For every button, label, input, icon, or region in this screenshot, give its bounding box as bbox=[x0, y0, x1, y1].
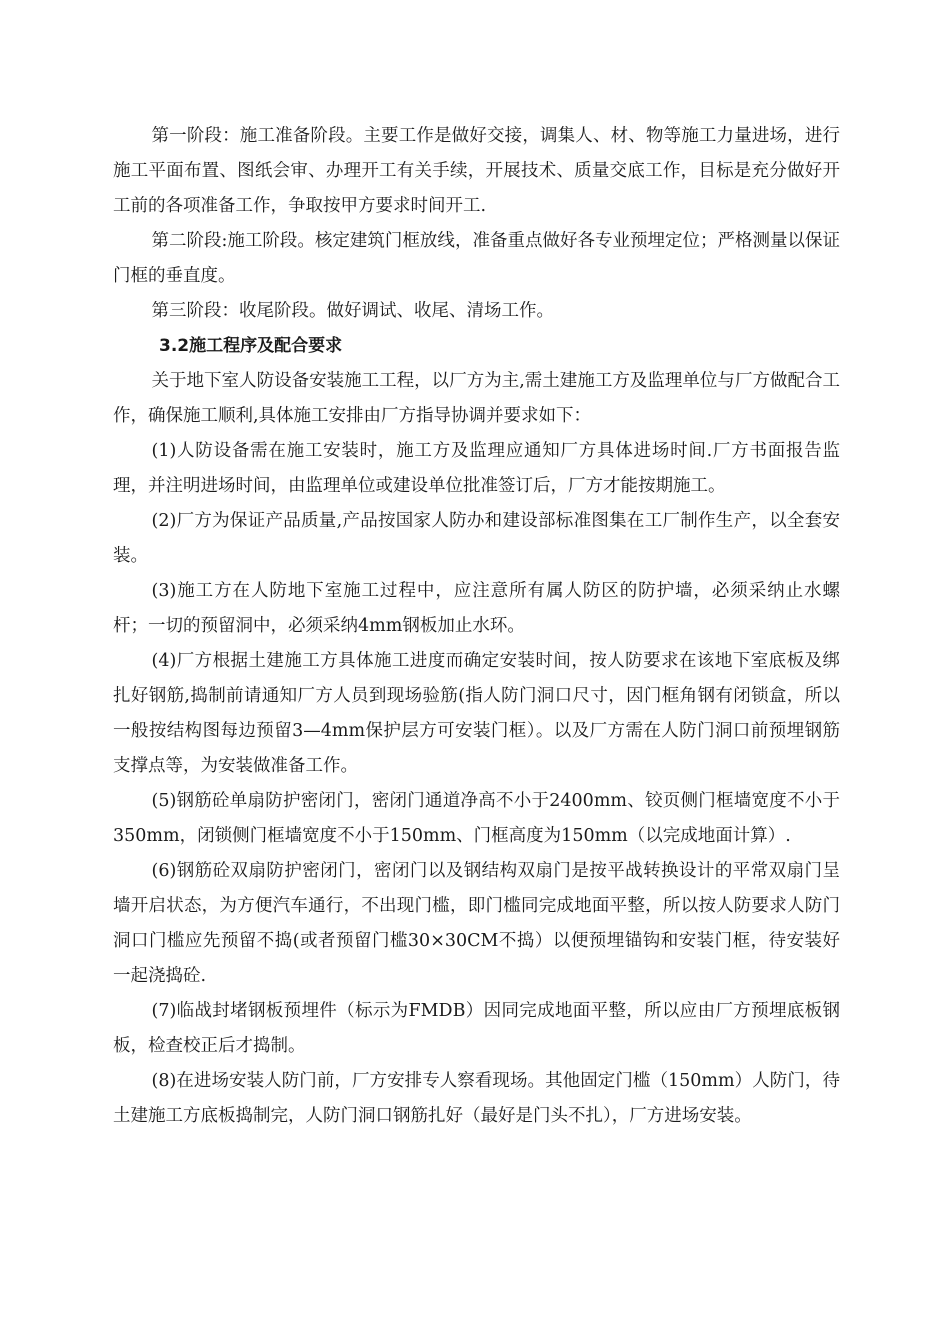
paragraph-stage-two: 第二阶段:施工阶段。核定建筑门框放线，准备重点做好各专业预埋定位；严格测量以保证门框的垂直度。 bbox=[113, 231, 840, 286]
paragraph-item-8: (8)在进场安装人防门前，厂方安排专人察看现场。其他固定门槛（150mm）人防门，待土建施工方底板捣制完，人防门洞口钢筋扎好（最好是门头不扎），厂方进场安装。 bbox=[113, 1071, 840, 1126]
paragraph-item-7: (7)临战封堵钢板预埋件（标示为FMDB）因同完成地面平整，所以应由厂方预埋底板钢板，检查校正后才捣制。 bbox=[113, 1001, 840, 1056]
section-heading: 3.2施工程序及配合要求 bbox=[159, 336, 343, 356]
paragraph-stage-three: 第三阶段：收尾阶段。做好调试、收尾、清场工作。 bbox=[151, 301, 554, 321]
paragraph-item-2: (2)厂方为保证产品质量,产品按国家人防办和建设部标准图集在工厂制作生产，以全套安装。 bbox=[113, 511, 840, 566]
paragraph-item-4: (4)厂方根据土建施工方具体施工进度而确定安装时间，按人防要求在该地下室底板及绑扎好钢筋,捣制前请通知厂方人员到现场验筋(指人防门洞口尺寸，因门框角钢有闭锁盒，所以一般按结构图每边预留3—4mm保护层方可安装门框）。以及厂方需在人防门洞口前预埋钢筋支撑点等，为安装做准备工作。 bbox=[113, 651, 840, 776]
paragraph-item-5: (5)钢筋砼单扇防护密闭门，密闭门通道净高不小于2400mm、铰页侧门框墙宽度不小于350mm，闭锁侧门框墙宽度不小于150mm、门框高度为150mm（以完成地面计算）. bbox=[113, 791, 840, 846]
paragraph-intro: 关于地下室人防设备安装施工工程，以厂方为主,需土建施工方及监理单位与厂方做配合工作，确保施工顺利,具体施工安排由厂方指导协调并要求如下： bbox=[113, 371, 840, 426]
paragraph-item-3: (3)施工方在人防地下室施工过程中，应注意所有属人防区的防护墙，必须采纳止水螺杆；一切的预留洞中，必须采纳4mm钢板加止水环。 bbox=[113, 581, 840, 636]
paragraph-item-6: (6)钢筋砼双扇防护密闭门，密闭门以及钢结构双扇门是按平战转换设计的平常双扇门呈墙开启状态，为方便汽车通行，不出现门槛，即门槛同完成地面平整，所以按人防要求人防门洞口门槛应先预留不捣(或者预留门槛30×30CM不捣）以便预埋锚钩和安装门框，待安装好一起浇捣砼. bbox=[113, 861, 840, 986]
paragraph-item-1: (1)人防设备需在施工安装时，施工方及监理应通知厂方具体进场时间.厂方书面报告监理，并注明进场时间，由监理单位或建设单位批准签订后，厂方才能按期施工。 bbox=[113, 441, 840, 496]
paragraph-stage-one: 第一阶段：施工准备阶段。主要工作是做好交接，调集人、材、物等施工力量进场，进行施工平面布置、图纸会审、办理开工有关手续，开展技术、质量交底工作，目标是充分做好开工前的各项准备工作，争取按甲方要求时间开工. bbox=[113, 126, 840, 216]
